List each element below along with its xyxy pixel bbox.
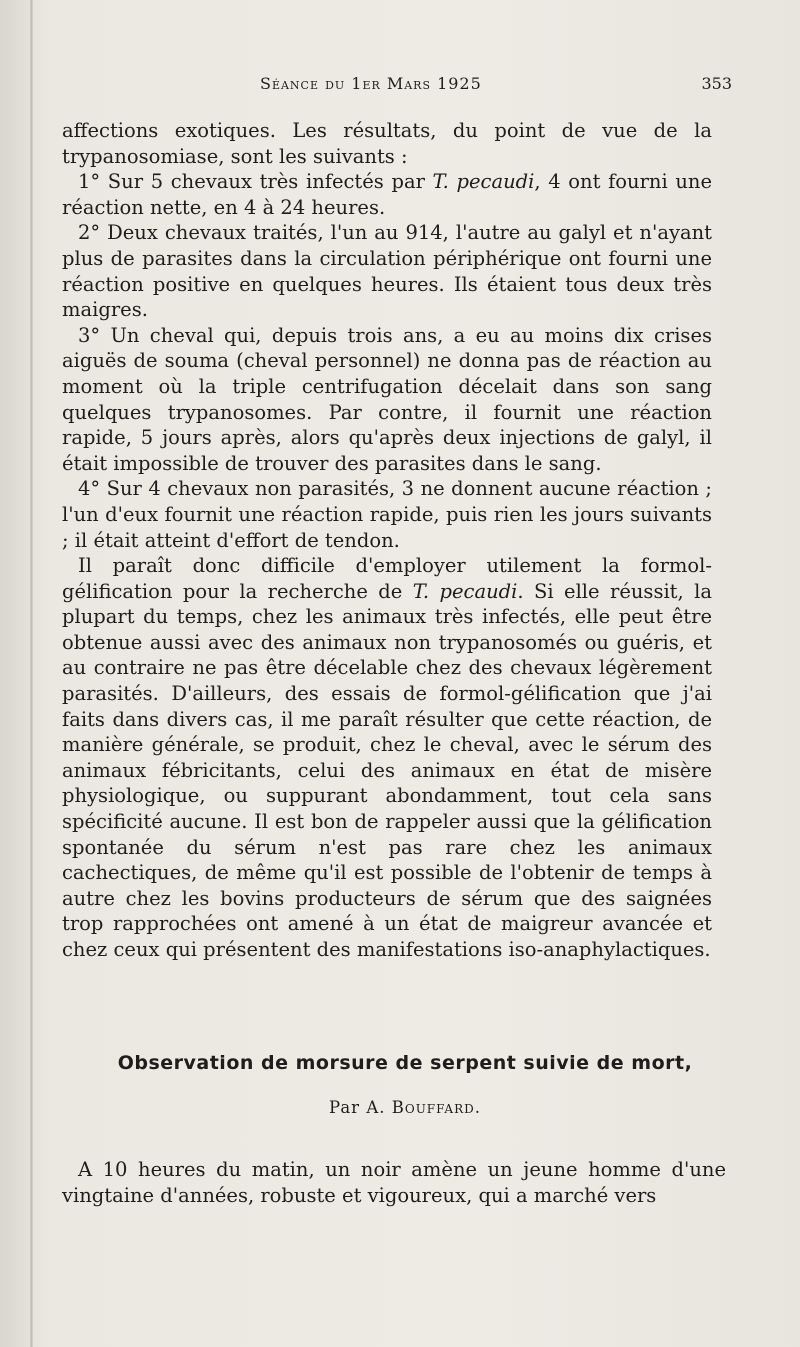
byline-author: Bouffard. xyxy=(391,1098,481,1117)
paragraph-conclusion: Il paraît donc difficile d'employer utilement la formol-gélification pour la recherche de T. pecaudi. Si elle réussit, la plupart du temps, chez les animaux très infectés, elle peut être obtenue aussi avec des animaux non trypanosomés ou guéris, et au contraire ne pas être décelable chez des chevaux légèrement parasités. D'ailleurs, des essais de formol-gélification que j'ai faits dans divers cas, il me paraît résulter que cette réaction, de manière générale, se produit, chez le cheval, avec le sérum des animaux fébricitants, celui des animaux en état de misère physiologique, ou suppurant abondamment, tout cela sans spécificité aucune. Il est bon de rappeler aussi que la gélification spontanée du sérum n'est pas rare chez les animaux cachectiques, de même qu'il est possible de l'obtenir de temps à autre chez les bovins producteurs de sérum que des saignées trop rapprochées ont amené à un état de maigreur avancée et chez ceux qui présentent des manifestations iso-anaphylactiques. xyxy=(62,554,713,961)
paragraph-point-4: 4° Sur 4 chevaux non parasités, 3 ne donnent aucune réaction ; l'un d'eux fournit une réaction rapide, puis rien les jours suivants ; il était atteint d'effort de tendon. xyxy=(62,477,712,552)
running-title: Séance du 1er Mars 1925 xyxy=(260,74,482,93)
paragraph-point-2: 2° Deux chevaux traités, l'un au 914, l'autre au galyl et n'ayant plus de parasites dans la circulation périphérique ont fourni une réaction positive en quelques heures. Ils étaient tous deux très maigres. xyxy=(62,221,712,322)
species-name: T. pecaudi xyxy=(412,579,518,603)
paragraph-point-1 xyxy=(62,169,712,220)
page-header xyxy=(60,70,750,100)
continued-article-body xyxy=(62,118,712,963)
species-name: T. pecaudi xyxy=(432,170,535,194)
paragraph-intro: affections exotiques. Les résultats, du point de vue de la trypanosomiase, sont les suivants : xyxy=(62,119,712,168)
new-article-body xyxy=(62,1157,726,1208)
binding-gutter xyxy=(30,0,33,1347)
paragraph-point-3: 3° Un cheval qui, depuis trois ans, a eu au moins dix crises aiguës de souma (cheval personnel) ne donna pas de réaction au moment où la triple centrifugation décelait dans son sang quelques trypanosomes. Par contre, il fournit une réaction rapide, 5 jours après, alors qu'après deux injections de galyl, il était impossible de trouver des parasites dans le sang. xyxy=(62,323,712,475)
page-number: 353 xyxy=(701,74,732,93)
byline-prefix: Par A. xyxy=(328,1098,386,1117)
article-title: Observation de morsure de serpent suivie de mort, xyxy=(117,1052,693,1074)
article-byline xyxy=(100,1098,710,1117)
paragraph-opening: A 10 heures du matin, un noir amène un jeune homme d'une vingtaine d'années, robuste et vigoureux, qui a marché vers xyxy=(62,1158,726,1207)
point-1-text: 1° Sur 5 chevaux très infectés par T. pecaudi, 4 ont fourni une réaction nette, en 4 à 24 heures. xyxy=(62,170,713,219)
